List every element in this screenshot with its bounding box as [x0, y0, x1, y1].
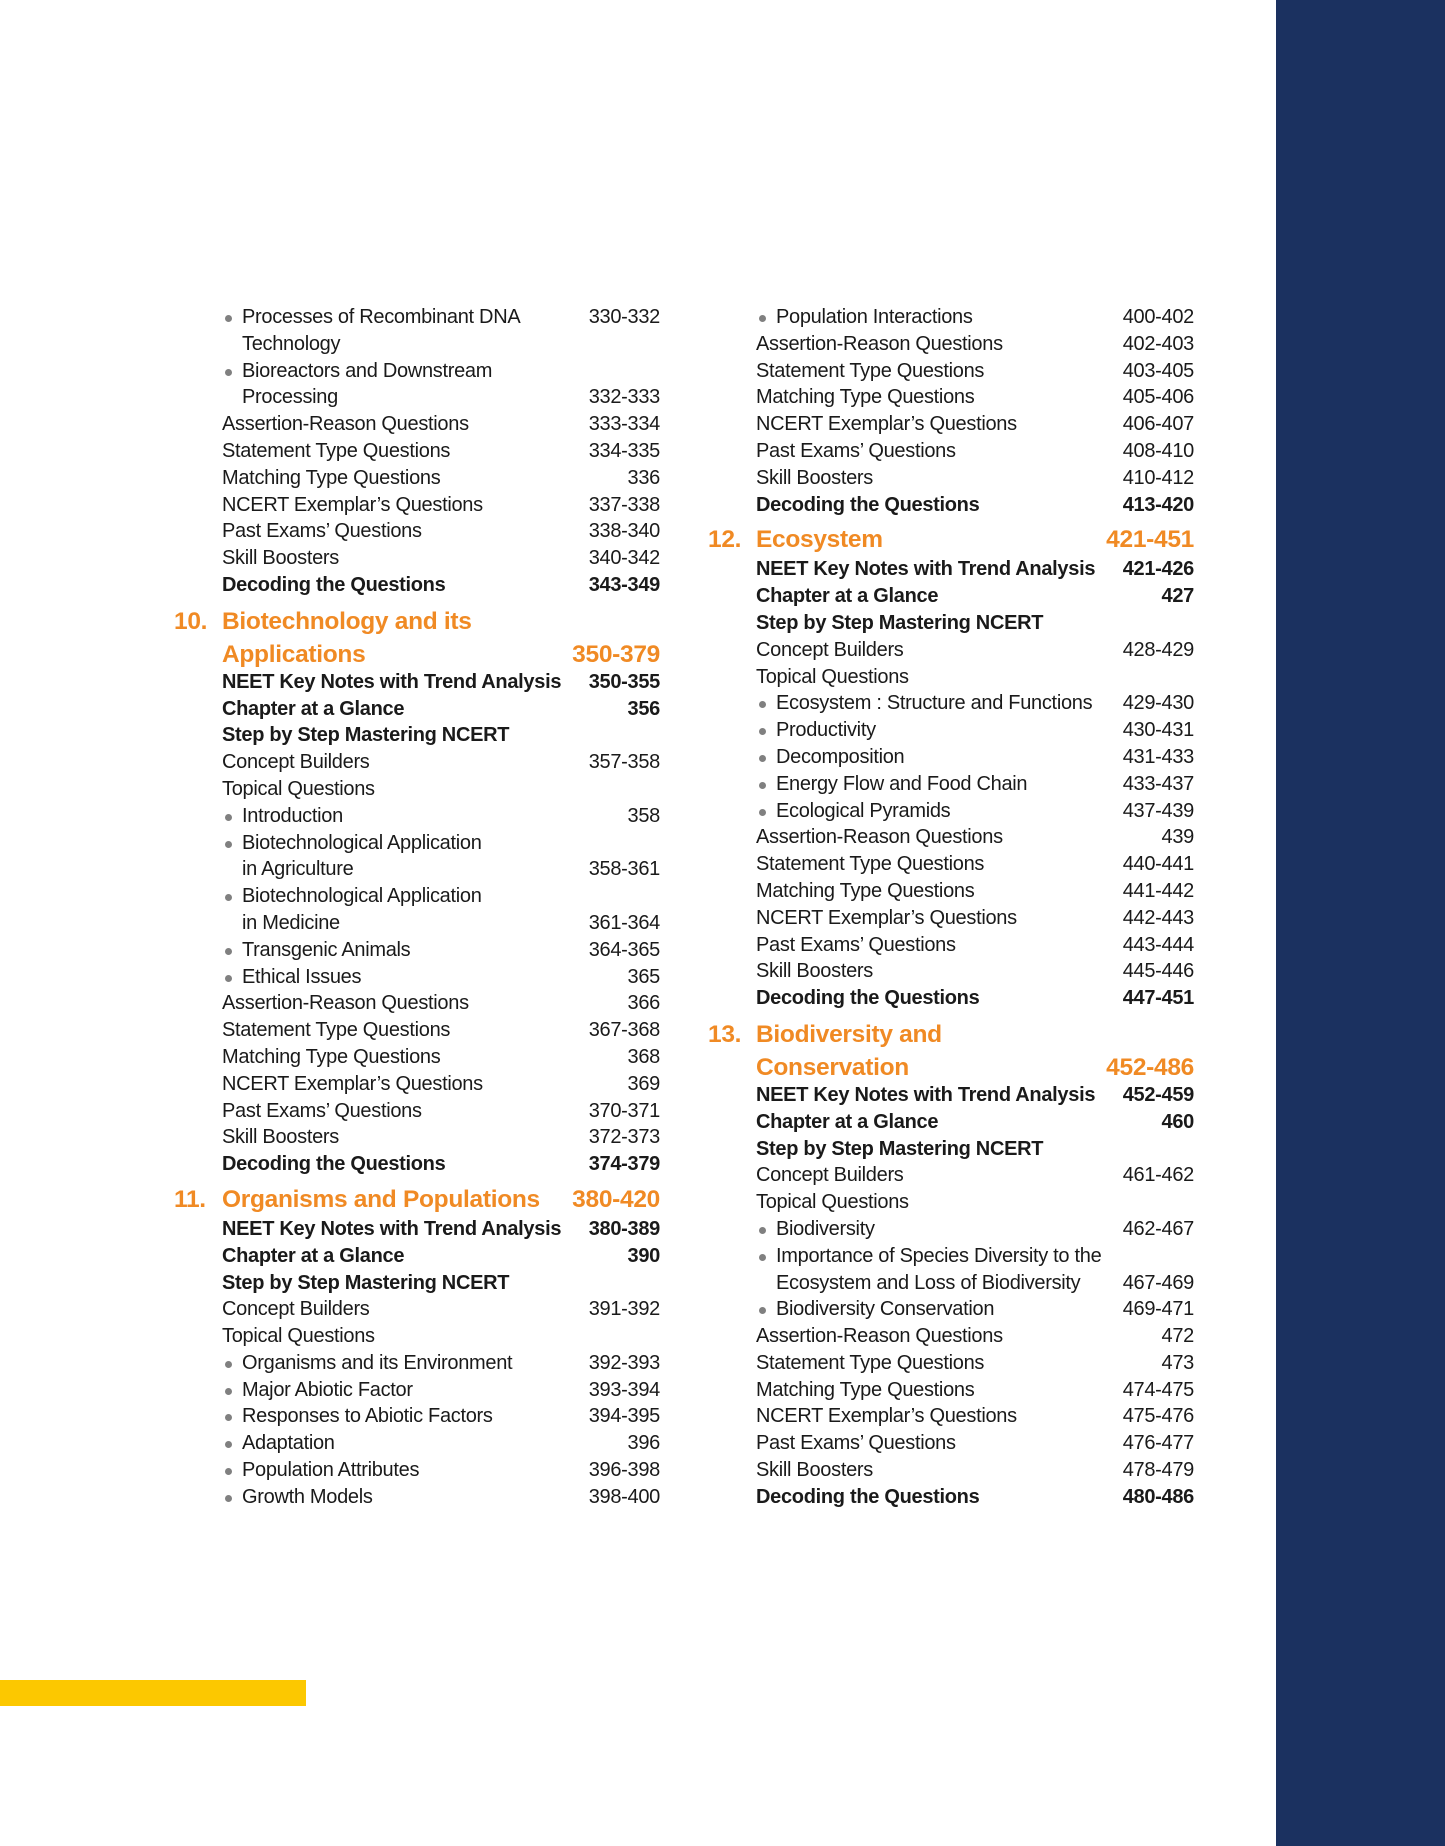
toc-entry-label: Matching Type Questions — [756, 879, 975, 902]
toc-entry[interactable] — [170, 1044, 660, 1071]
toc-entry-label: Topical Questions — [756, 665, 909, 688]
toc-entry-label: Skill Boosters — [756, 960, 873, 983]
toc-entry-pages: 439 — [1161, 826, 1194, 849]
chapter-number: 12. — [708, 526, 742, 554]
toc-entry-label: Past Exams’ Questions — [756, 439, 956, 462]
toc-entry[interactable] — [704, 1082, 1194, 1109]
chapter-title: Biotechnology and its — [222, 607, 472, 635]
toc-entry-label: Topical Questions — [222, 1325, 375, 1348]
toc-entry[interactable] — [704, 411, 1194, 438]
toc-entry-label: Transgenic Animals — [242, 938, 411, 961]
toc-entry-pages: 441-442 — [1122, 879, 1194, 902]
toc-entry-label: Biodiversity Conservation — [776, 1298, 995, 1321]
toc-entry[interactable] — [170, 1017, 660, 1044]
toc-entry[interactable] — [704, 556, 1194, 583]
toc-entry[interactable] — [170, 1457, 660, 1484]
toc-entry-label: Chapter at a Glance — [222, 1244, 405, 1267]
toc-entry-pages: 334-335 — [588, 439, 660, 462]
toc-entry-label: Statement Type Questions — [756, 1351, 985, 1374]
toc-entry[interactable] — [170, 910, 660, 937]
toc-entry-label: in Medicine — [242, 911, 340, 934]
toc-entry-label: NEET Key Notes with Trend Analysis — [756, 558, 1096, 581]
toc-entry-pages: 476-477 — [1122, 1432, 1194, 1455]
toc-entry-pages: 475-476 — [1122, 1405, 1194, 1428]
toc-entry-label: NCERT Exemplar’s Questions — [756, 413, 1017, 436]
toc-entry-label: Assertion-Reason Questions — [756, 826, 1003, 849]
toc-entry-label: Importance of Species Diversity to the — [776, 1244, 1102, 1267]
toc-entry-pages: 343-349 — [588, 573, 660, 596]
toc-list-chapter-11 — [170, 1216, 660, 1511]
toc-entry[interactable] — [170, 1296, 660, 1323]
toc-entry-label: NEET Key Notes with Trend Analysis — [756, 1083, 1096, 1106]
toc-list-continued — [704, 304, 1194, 518]
toc-entry[interactable] — [170, 411, 660, 438]
toc-entry-label: Topical Questions — [222, 777, 375, 800]
toc-entry[interactable] — [170, 937, 660, 964]
toc-entry-pages: 336 — [627, 466, 660, 489]
toc-entry-label: Adaptation — [242, 1432, 335, 1455]
toc-entry-pages: 472 — [1161, 1325, 1194, 1348]
toc-entry-pages: 361-364 — [588, 911, 660, 934]
toc-entry[interactable] — [170, 438, 660, 465]
toc-entry[interactable] — [704, 1377, 1194, 1404]
toc-entry[interactable] — [170, 776, 660, 803]
toc-entry-label: Energy Flow and Food Chain — [776, 772, 1028, 795]
toc-entry-pages: 366 — [627, 992, 660, 1015]
chapter-title: Applications — [222, 640, 366, 668]
toc-entry-pages: 460 — [1161, 1110, 1194, 1133]
toc-entry[interactable] — [170, 1151, 660, 1178]
toc-entry-label: Decoding the Questions — [756, 987, 980, 1010]
toc-entry-pages: 365 — [627, 965, 660, 988]
toc-entry[interactable] — [704, 878, 1194, 905]
toc-entry[interactable] — [704, 905, 1194, 932]
toc-entry-pages: 333-334 — [588, 413, 660, 436]
yellow-accent-bar — [0, 1680, 306, 1706]
toc-entry-label: Biotechnological Application — [242, 885, 482, 908]
toc-entry[interactable] — [704, 384, 1194, 411]
toc-entry[interactable] — [704, 1457, 1194, 1484]
toc-entry-pages: 480-486 — [1122, 1485, 1194, 1508]
toc-entry[interactable] — [704, 932, 1194, 959]
toc-entry-pages: 413-420 — [1122, 493, 1194, 516]
toc-entry-label: Statement Type Questions — [222, 1019, 451, 1042]
toc-entry[interactable] — [704, 1162, 1194, 1189]
toc-entry-pages: 433-437 — [1122, 772, 1194, 795]
toc-entry-label: Major Abiotic Factor — [242, 1378, 413, 1401]
toc-entry-label: Ethical Issues — [242, 965, 362, 988]
navy-sidebar-band — [1276, 0, 1445, 1846]
toc-entry-label: Skill Boosters — [756, 466, 873, 489]
toc-entry-label: Ecosystem and Loss of Biodiversity — [776, 1271, 1081, 1294]
toc-entry-label: Assertion-Reason Questions — [756, 1325, 1003, 1348]
toc-entry-pages: 445-446 — [1122, 960, 1194, 983]
bullet-icon — [225, 841, 232, 848]
toc-entry[interactable] — [170, 856, 660, 883]
toc-entry[interactable] — [704, 798, 1194, 825]
toc-entry-label: Processing — [242, 386, 338, 409]
toc-entry[interactable] — [704, 1350, 1194, 1377]
toc-entry-pages: 402-403 — [1122, 332, 1194, 355]
toc-entry[interactable] — [704, 1216, 1194, 1243]
toc-entry[interactable] — [170, 749, 660, 776]
toc-entry-label: Statement Type Questions — [222, 439, 451, 462]
chapter-heading-11[interactable] — [170, 1180, 660, 1216]
chapter-pages: 452-486 — [1106, 1053, 1194, 1081]
toc-entry-label: Concept Builders — [756, 1164, 904, 1187]
chapter-pages: 421-451 — [1106, 526, 1194, 554]
toc-entry[interactable] — [704, 1270, 1194, 1297]
toc-entry-pages: 474-475 — [1122, 1378, 1194, 1401]
toc-entry-label: Step by Step Mastering NCERT — [222, 724, 510, 747]
toc-entry-label: Step by Step Mastering NCERT — [222, 1271, 510, 1294]
toc-entry-label: Ecological Pyramids — [776, 799, 951, 822]
toc-entry-pages: 394-395 — [588, 1405, 660, 1428]
bullet-icon — [759, 1254, 766, 1261]
toc-entry-pages: 408-410 — [1122, 439, 1194, 462]
toc-entry[interactable] — [170, 572, 660, 599]
toc-entry[interactable] — [704, 824, 1194, 851]
toc-entry[interactable] — [704, 583, 1194, 610]
toc-entry[interactable] — [704, 717, 1194, 744]
toc-entry-pages: 428-429 — [1122, 638, 1194, 661]
toc-entry-label: Biodiversity — [776, 1217, 875, 1240]
toc-entry[interactable] — [704, 465, 1194, 492]
toc-entry-pages: 429-430 — [1122, 692, 1194, 715]
toc-entry-pages: 369 — [627, 1072, 660, 1095]
chapter-pages: 380-420 — [572, 1185, 660, 1213]
toc-entry-label: Assertion-Reason Questions — [222, 413, 469, 436]
toc-entry[interactable] — [170, 492, 660, 519]
toc-entry-pages: 440-441 — [1122, 853, 1194, 876]
bullet-icon — [759, 728, 766, 735]
toc-entry-pages: 393-394 — [588, 1378, 660, 1401]
toc-entry-label: Responses to Abiotic Factors — [242, 1405, 493, 1428]
toc-entry[interactable] — [170, 358, 660, 385]
toc-entry-label: Matching Type Questions — [756, 386, 975, 409]
toc-entry-pages: 406-407 — [1122, 413, 1194, 436]
toc-entry[interactable] — [704, 690, 1194, 717]
toc-entry-pages: 478-479 — [1122, 1459, 1194, 1482]
toc-entry-label: Decoding the Questions — [756, 493, 980, 516]
toc-entry-pages: 364-365 — [588, 938, 660, 961]
toc-entry-pages: 462-467 — [1122, 1217, 1194, 1240]
toc-entry-label: Decomposition — [776, 745, 905, 768]
chapter-title: Biodiversity and — [756, 1020, 942, 1048]
toc-entry[interactable] — [170, 883, 660, 910]
toc-entry[interactable] — [170, 1377, 660, 1404]
bullet-icon — [759, 1227, 766, 1234]
toc-entry[interactable] — [704, 1403, 1194, 1430]
toc-entry-label: Topical Questions — [756, 1191, 909, 1214]
toc-entry-label: Chapter at a Glance — [756, 1110, 939, 1133]
toc-entry-label: Assertion-Reason Questions — [222, 992, 469, 1015]
toc-entry-label: Concept Builders — [222, 1298, 370, 1321]
toc-entry-label: Organisms and its Environment — [242, 1351, 513, 1374]
toc-entry-label: NCERT Exemplar’s Questions — [756, 906, 1017, 929]
toc-entry[interactable] — [170, 1350, 660, 1377]
toc-entry-pages: 358-361 — [588, 858, 660, 881]
toc-entry[interactable] — [170, 465, 660, 492]
toc-column-left — [170, 304, 660, 1511]
toc-entry-pages: 370-371 — [588, 1099, 660, 1122]
toc-entry-pages: 357-358 — [588, 751, 660, 774]
toc-entry[interactable] — [170, 1403, 660, 1430]
toc-entry-label: Skill Boosters — [222, 1126, 339, 1149]
toc-entry-pages: 374-379 — [588, 1153, 660, 1176]
toc-list-chapter-12 — [704, 556, 1194, 1012]
toc-entry[interactable] — [704, 331, 1194, 358]
toc-entry[interactable] — [704, 1484, 1194, 1511]
bullet-icon — [759, 782, 766, 789]
toc-entry[interactable] — [170, 384, 660, 411]
toc-entry-label: Concept Builders — [756, 638, 904, 661]
toc-entry-label: NEET Key Notes with Trend Analysis — [222, 1217, 562, 1240]
toc-entry[interactable] — [704, 771, 1194, 798]
toc-entry-label: Chapter at a Glance — [756, 585, 939, 608]
toc-entry-label: Introduction — [242, 804, 343, 827]
toc-entry-pages: 437-439 — [1122, 799, 1194, 822]
toc-entry-pages: 338-340 — [588, 520, 660, 543]
toc-entry-pages: 396-398 — [588, 1459, 660, 1482]
toc-entry-pages: 447-451 — [1122, 987, 1194, 1010]
chapter-pages: 350-379 — [572, 640, 660, 668]
toc-entry[interactable] — [170, 1323, 660, 1350]
toc-entry[interactable] — [170, 722, 660, 749]
toc-entry[interactable] — [170, 518, 660, 545]
toc-entry-label: in Agriculture — [242, 858, 354, 881]
toc-entry[interactable] — [704, 1323, 1194, 1350]
toc-entry-label: Technology — [242, 332, 341, 355]
toc-entry[interactable] — [170, 964, 660, 991]
chapter-number: 11. — [174, 1185, 206, 1213]
toc-entry-label: Skill Boosters — [222, 547, 339, 570]
toc-entry-pages: 368 — [627, 1045, 660, 1068]
toc-entry-pages: 430-431 — [1122, 719, 1194, 742]
toc-entry-label: NCERT Exemplar’s Questions — [222, 1072, 483, 1095]
toc-entry-pages: 461-462 — [1122, 1164, 1194, 1187]
bullet-icon — [225, 948, 232, 955]
chapter-title: Conservation — [756, 1053, 909, 1081]
toc-entry-pages: 390 — [627, 1244, 660, 1267]
toc-entry-pages: 332-333 — [588, 386, 660, 409]
toc-entry[interactable] — [704, 744, 1194, 771]
toc-entry-pages: 427 — [1161, 585, 1194, 608]
toc-entry-label: Concept Builders — [222, 751, 370, 774]
bullet-icon — [759, 1307, 766, 1314]
toc-entry[interactable] — [170, 1071, 660, 1098]
toc-entry-label: NCERT Exemplar’s Questions — [222, 493, 483, 516]
bullet-icon — [225, 1495, 232, 1502]
toc-entry[interactable] — [704, 1189, 1194, 1216]
chapter-heading-13[interactable] — [704, 1014, 1194, 1082]
toc-column-right — [704, 304, 1194, 1511]
toc-entry-pages: 469-471 — [1122, 1298, 1194, 1321]
toc-entry[interactable] — [170, 331, 660, 358]
toc-list-chapter-10 — [170, 669, 660, 1178]
toc-entry-pages: 410-412 — [1122, 466, 1194, 489]
toc-entry[interactable] — [170, 830, 660, 857]
toc-entry-label: Past Exams’ Questions — [222, 520, 422, 543]
toc-entry[interactable] — [170, 1270, 660, 1297]
toc-entry-pages: 405-406 — [1122, 386, 1194, 409]
toc-entry[interactable] — [170, 1216, 660, 1243]
toc-entry[interactable] — [704, 438, 1194, 465]
toc-entry-label: NCERT Exemplar’s Questions — [756, 1405, 1017, 1428]
toc-entry[interactable] — [704, 1430, 1194, 1457]
bullet-icon — [225, 315, 232, 322]
toc-entry-label: Past Exams’ Questions — [222, 1099, 422, 1122]
toc-entry[interactable] — [170, 1124, 660, 1151]
toc-entry[interactable] — [170, 803, 660, 830]
toc-entry-label: Statement Type Questions — [756, 359, 985, 382]
toc-entry[interactable] — [704, 637, 1194, 664]
toc-entry[interactable] — [704, 1136, 1194, 1163]
toc-list-continued — [170, 304, 660, 599]
toc-entry[interactable] — [704, 492, 1194, 519]
toc-entry-pages: 391-392 — [588, 1298, 660, 1321]
toc-entry[interactable] — [170, 669, 660, 696]
bullet-icon — [225, 1441, 232, 1448]
bullet-icon — [225, 975, 232, 982]
toc-entry[interactable] — [170, 990, 660, 1017]
toc-entry[interactable] — [704, 610, 1194, 637]
bullet-icon — [225, 894, 232, 901]
toc-entry-pages: 340-342 — [588, 547, 660, 570]
toc-entry-label: Matching Type Questions — [222, 466, 441, 489]
toc-entry-pages: 330-332 — [588, 306, 660, 328]
toc-entry[interactable] — [704, 985, 1194, 1012]
toc-entry-pages: 396 — [627, 1432, 660, 1455]
toc-entry-label: Past Exams’ Questions — [756, 933, 956, 956]
toc-entry-label: Population Attributes — [242, 1459, 420, 1482]
toc-entry-label: Matching Type Questions — [756, 1378, 975, 1401]
bullet-icon — [225, 1414, 232, 1421]
toc-entry[interactable] — [170, 545, 660, 572]
toc-entry-label: Skill Boosters — [756, 1459, 873, 1482]
toc-entry-pages: 356 — [627, 697, 660, 720]
toc-entry-label: Productivity — [776, 719, 876, 742]
toc-entry-pages: 367-368 — [588, 1019, 660, 1042]
toc-entry[interactable] — [170, 1098, 660, 1125]
bullet-icon — [759, 755, 766, 762]
toc-entry-pages: 337-338 — [588, 493, 660, 516]
toc-entry[interactable] — [704, 851, 1194, 878]
toc-entry-label: Chapter at a Glance — [222, 697, 405, 720]
toc-entry-label: Assertion-Reason Questions — [756, 332, 1003, 355]
toc-entry-label: Step by Step Mastering NCERT — [756, 1137, 1044, 1160]
toc-entry-label: Population Interactions — [776, 306, 973, 328]
toc-entry-pages: 392-393 — [588, 1351, 660, 1374]
chapter-number: 10. — [174, 607, 208, 635]
toc-entry-pages: 443-444 — [1122, 933, 1194, 956]
bullet-icon — [759, 315, 766, 322]
toc-entry-pages: 403-405 — [1122, 359, 1194, 382]
toc-entry-label: Biotechnological Application — [242, 831, 482, 854]
chapter-title: Ecosystem — [756, 526, 883, 554]
toc-entry-label: Statement Type Questions — [756, 853, 985, 876]
toc-entry-pages: 398-400 — [588, 1485, 660, 1508]
bullet-icon — [759, 809, 766, 816]
toc-entry[interactable] — [170, 1430, 660, 1457]
chapter-heading-12[interactable] — [704, 520, 1194, 556]
toc-entry-label: Growth Models — [242, 1485, 373, 1508]
toc-entry-label: Bioreactors and Downstream — [242, 359, 493, 382]
toc-entry[interactable] — [170, 1243, 660, 1270]
toc-entry-pages: 473 — [1161, 1351, 1194, 1374]
toc-entry-label: Processes of Recombinant DNA — [242, 306, 521, 328]
toc-entry-pages: 358 — [627, 804, 660, 827]
toc-entry-pages: 467-469 — [1122, 1271, 1194, 1294]
toc-entry-pages: 372-373 — [588, 1126, 660, 1149]
bullet-icon — [225, 369, 232, 376]
toc-entry[interactable] — [704, 358, 1194, 385]
toc-entry[interactable] — [704, 1109, 1194, 1136]
toc-list-chapter-13 — [704, 1082, 1194, 1511]
toc-entry-label: Matching Type Questions — [222, 1045, 441, 1068]
toc-entry-label: Ecosystem : Structure and Functions — [776, 692, 1093, 715]
toc-entry-label: Past Exams’ Questions — [756, 1432, 956, 1455]
toc-entry-pages: 431-433 — [1122, 745, 1194, 768]
toc-entry-label: Decoding the Questions — [222, 573, 446, 596]
bullet-icon — [759, 701, 766, 708]
chapter-heading-10[interactable] — [170, 601, 660, 669]
toc-entry-pages: 350-355 — [588, 670, 660, 693]
toc-entry-label: Decoding the Questions — [756, 1485, 980, 1508]
bullet-icon — [225, 1468, 232, 1475]
toc-entry[interactable] — [170, 304, 660, 331]
toc-entry-label: NEET Key Notes with Trend Analysis — [222, 670, 562, 693]
toc-entry[interactable] — [704, 664, 1194, 691]
toc-entry-pages: 452-459 — [1122, 1083, 1194, 1106]
toc-entry-pages: 400-402 — [1122, 306, 1194, 328]
chapter-title: Organisms and Populations — [222, 1185, 540, 1213]
toc-entry[interactable] — [704, 958, 1194, 985]
bullet-icon — [225, 1361, 232, 1368]
toc-entry-label: Decoding the Questions — [222, 1153, 446, 1176]
toc-entry-pages: 421-426 — [1122, 558, 1194, 581]
toc-entry[interactable] — [704, 1243, 1194, 1270]
toc-entry-pages: 442-443 — [1122, 906, 1194, 929]
toc-entry[interactable] — [704, 1296, 1194, 1323]
toc-entry-pages: 380-389 — [588, 1217, 660, 1240]
chapter-number: 13. — [708, 1020, 742, 1048]
toc-entry[interactable] — [704, 304, 1194, 331]
bullet-icon — [225, 1388, 232, 1395]
bullet-icon — [225, 814, 232, 821]
toc-entry[interactable] — [170, 696, 660, 723]
toc-entry-label: Step by Step Mastering NCERT — [756, 611, 1044, 634]
toc-entry[interactable] — [170, 1484, 660, 1511]
